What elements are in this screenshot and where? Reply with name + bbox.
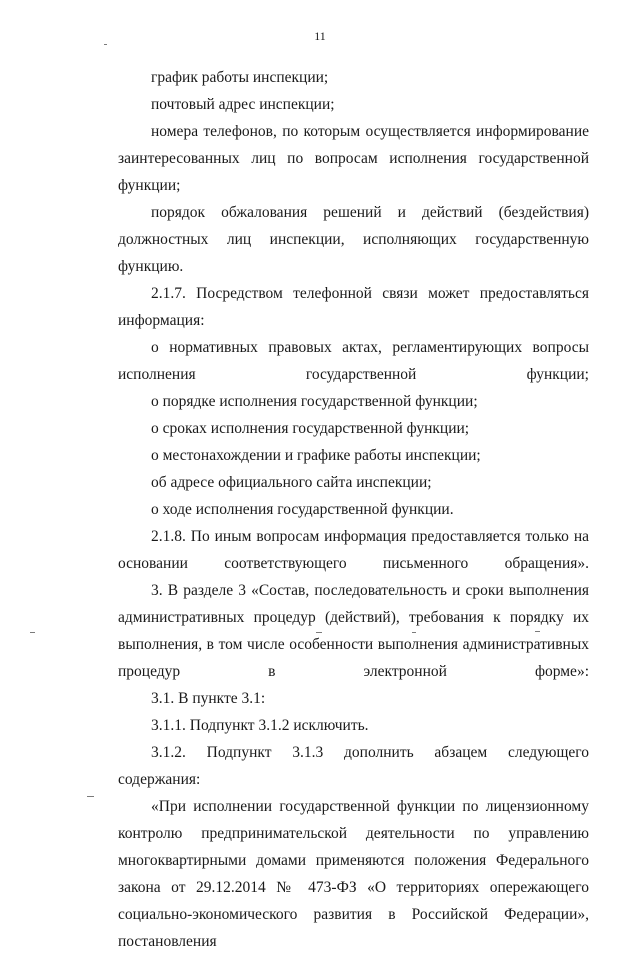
scan-speck bbox=[30, 632, 35, 633]
paragraph: «При исполнении государственной функции по лицензионному контролю предпринимательской деятельности по управлению многоквартирными домами применяются положения Федерального закона от 29.12.2014 № 473-ФЗ «О территориях опережающего социально-экономического развития в Российской Федерации», постановления bbox=[118, 798, 589, 950]
paragraph: 2.1.8. По иным вопросам информация предоставляется только на основании соответствующего письменного обращения». bbox=[118, 528, 589, 572]
scan-speck bbox=[412, 632, 416, 633]
document-body bbox=[118, 64, 589, 955]
paragraph: 3.1.1. Подпункт 3.1.2 исключить. bbox=[151, 717, 369, 734]
scan-speck bbox=[316, 632, 322, 633]
paragraph: 3.1.2. Подпункт 3.1.3 дополнить абзацем следующего содержания: bbox=[118, 744, 589, 788]
paragraph: порядок обжалования решений и действий (бездействия) должностных лиц инспекции, исполняющих государственную функцию. bbox=[118, 204, 589, 275]
paragraph: почтовый адрес инспекции; bbox=[151, 96, 335, 113]
scan-speck bbox=[104, 44, 107, 45]
page-number: 11 bbox=[314, 29, 326, 43]
paragraph: 2.1.7. Посредством телефонной связи может предоставляться информация: bbox=[118, 285, 589, 329]
paragraph: о нормативных правовых актах, регламентирующих вопросы исполнения государственной функции; bbox=[118, 339, 589, 383]
paragraph: о ходе исполнения государственной функции. bbox=[151, 501, 454, 518]
paragraph: об адресе официального сайта инспекции; bbox=[151, 474, 432, 491]
paragraph: номера телефонов, по которым осуществляется информирование заинтересованных лиц по вопросам исполнения государственной функции; bbox=[118, 123, 589, 194]
paragraph: 3.1. В пункте 3.1: bbox=[151, 690, 266, 707]
paragraph: о местонахождении и графике работы инспекции; bbox=[151, 447, 481, 464]
paragraph: график работы инспекции; bbox=[151, 69, 329, 86]
paragraph: о порядке исполнения государственной функции; bbox=[151, 393, 478, 410]
scan-speck bbox=[535, 631, 540, 632]
paragraph: о сроках исполнения государственной функции; bbox=[151, 420, 470, 437]
scan-speck bbox=[87, 796, 94, 797]
paragraph: 3. В разделе 3 «Состав, последовательность и сроки выполнения административных процедур (действий), требования к порядку их выполнения, в том числе особенности выполнения административных процедур в электронной форме»: bbox=[118, 582, 589, 680]
